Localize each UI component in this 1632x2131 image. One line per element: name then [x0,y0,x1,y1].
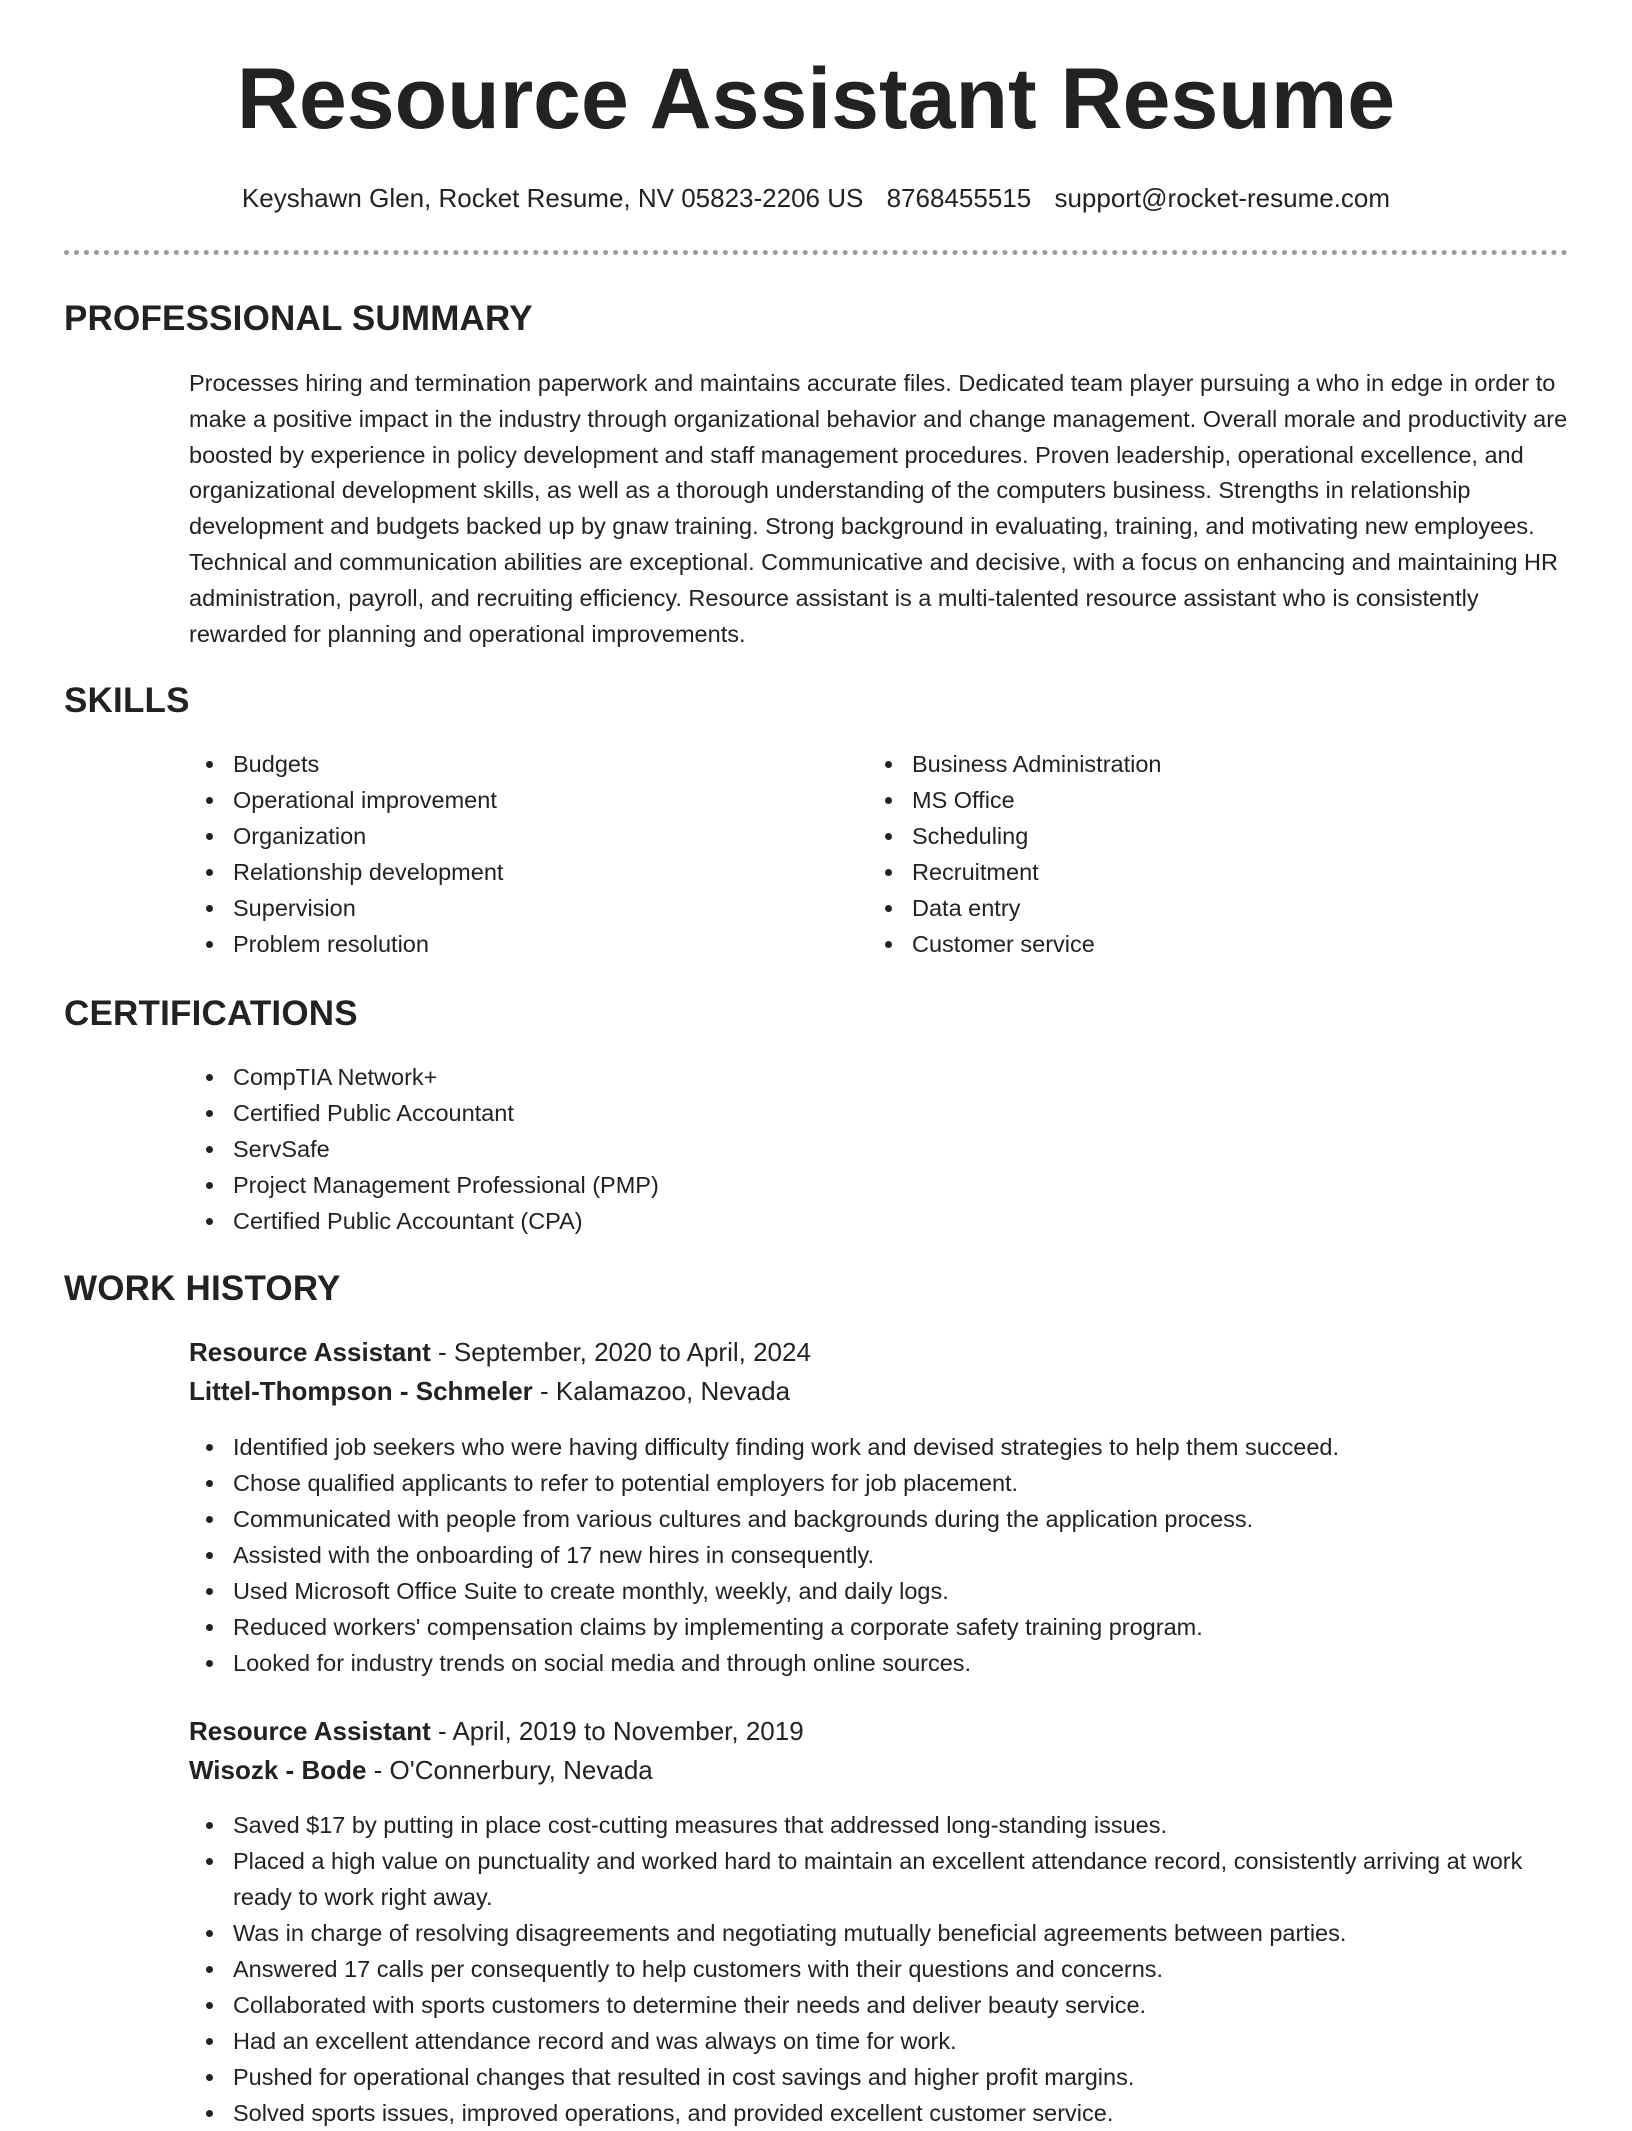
skill-item: Supervision [189,890,809,926]
skill-item: Recruitment [868,854,1568,890]
job-bullet: Assisted with the onboarding of 17 new hires in consequently. [189,1537,1568,1573]
job-title-line [189,1336,811,1370]
job-bullet: Chose qualified applicants to refer to potential employers for job placement. [189,1465,1568,1501]
section-heading-certifications: CERTIFICATIONS [64,994,358,1033]
skill-item: Operational improvement [189,782,809,818]
job-bullet: Used Microsoft Office Suite to create monthly, weekly, and daily logs. [189,1573,1568,1609]
job-bullets [189,1429,1568,1681]
skills-list-right [868,746,1568,962]
contact-phone: 8768455515 [886,183,1032,213]
job-dates: - September, 2020 to April, 2024 [430,1337,811,1367]
job-bullet: Had an excellent attendance record and was always on time for work. [189,2023,1568,2059]
skill-item: Business Administration [868,746,1568,782]
job-location: - Kalamazoo, Nevada [532,1376,791,1406]
skill-item: Budgets [189,746,809,782]
certification-item: Certified Public Accountant [189,1095,1568,1131]
job-dates: - April, 2019 to November, 2019 [430,1716,804,1746]
skills-list-left [189,746,809,962]
certification-item: Project Management Professional (PMP) [189,1167,1568,1203]
job-bullet: Was in charge of resolving disagreements and negotiating mutually beneficial agreements between parties. [189,1915,1568,1951]
job-bullet: Communicated with people from various cultures and backgrounds during the application process. [189,1501,1568,1537]
job-title-line [189,1715,804,1749]
job-title: Resource Assistant [189,1716,431,1746]
summary-text: Processes hiring and termination paperwork and maintains accurate files. Dedicated team player pursuing a who in edge in order to make a positive impact in the industry through organizational behavior and change management. Overall morale and productivity are boosted by experience in policy development and staff management procedures. Proven leadership, operational excellence, and organizational development skills, as well as a thorough understanding of the computers business. Strengths in relationship development and budgets backed up by gnaw training. Strong background in evaluating, training, and motivating new employees. Technical and communication abilities are exceptional. Communicative and decisive, with a focus on enhancing and maintaining HR administration, payroll, and recruiting efficiency. Resource assistant is a multi-talented resource assistant who is consistently rewarded for planning and operational improvements. [189,370,1568,647]
certification-item: CompTIA Network+ [189,1059,1568,1095]
skill-item: Relationship development [189,854,809,890]
section-heading-work-history: WORK HISTORY [64,1269,341,1308]
job-bullet: Pushed for operational changes that resulted in cost savings and higher profit margins. [189,2059,1568,2095]
job-bullet: Placed a high value on punctuality and worked hard to maintain an excellent attendance record, consistently arriving at work ready to work right away. [189,1843,1568,1915]
section-heading-skills: SKILLS [64,681,190,720]
job-company-line [189,1754,653,1788]
skill-item: Problem resolution [189,926,809,962]
job-bullet: Identified job seekers who were having difficulty finding work and devised strategies to help them succeed. [189,1429,1568,1465]
skill-item: Customer service [868,926,1568,962]
skill-item: Scheduling [868,818,1568,854]
job-bullet: Solved sports issues, improved operations, and provided excellent customer service. [189,2095,1568,2131]
header-divider [64,250,1568,255]
skill-item: Data entry [868,890,1568,926]
job-bullet: Saved $17 by putting in place cost-cutting measures that addressed long-standing issues. [189,1807,1568,1843]
job-bullets [189,1807,1568,2131]
job-company: Littel-Thompson - Schmeler [189,1376,533,1406]
skill-item: MS Office [868,782,1568,818]
job-bullet: Collaborated with sports customers to determine their needs and deliver beauty service. [189,1987,1568,2023]
job-bullet: Reduced workers' compensation claims by implementing a corporate safety training program. [189,1609,1568,1645]
job-company: Wisozk - Bode [189,1755,367,1785]
contact-line [0,182,1632,216]
job-bullet: Looked for industry trends on social media and through online sources. [189,1645,1568,1681]
job-bullet: Answered 17 calls per consequently to help customers with their questions and concerns. [189,1951,1568,1987]
certification-item: Certified Public Accountant (CPA) [189,1203,1568,1239]
job-company-line [189,1375,790,1409]
job-title: Resource Assistant [189,1337,431,1367]
contact-email: support@rocket-resume.com [1054,183,1391,213]
section-heading-summary: PROFESSIONAL SUMMARY [64,299,533,338]
certification-item: ServSafe [189,1131,1568,1167]
certifications-list [189,1059,1568,1239]
resume-title: Resource Assistant Resume [236,51,1396,147]
contact-address: Keyshawn Glen, Rocket Resume, NV 05823-2206 US [241,183,864,213]
job-location: - O'Connerbury, Nevada [366,1755,653,1785]
skill-item: Organization [189,818,809,854]
